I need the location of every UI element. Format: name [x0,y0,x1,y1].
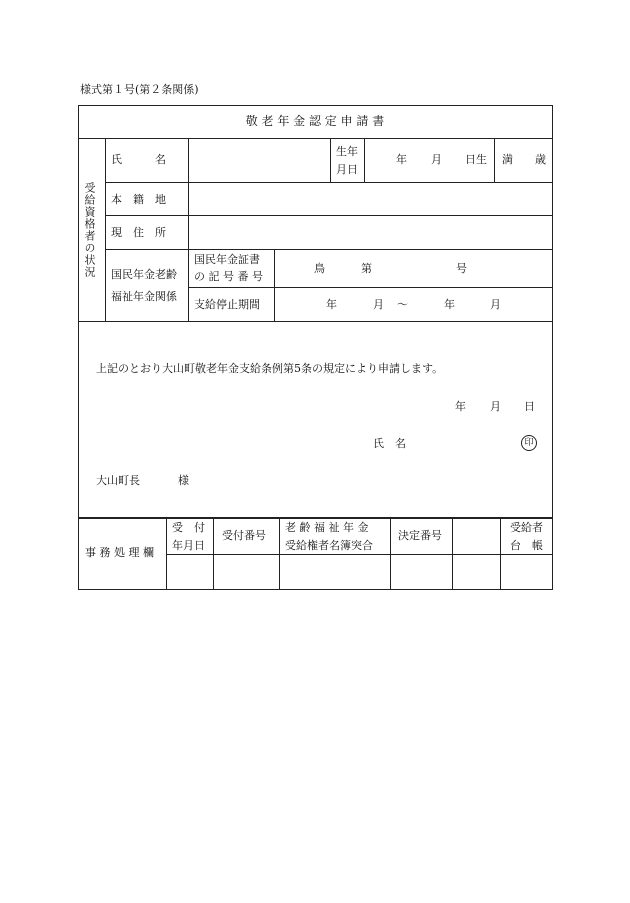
pension-relation-label-bottom: 福祉年金関係 [111,290,177,303]
certificate-middle: 第 [361,262,372,275]
reception-number-label: 受付番号 [222,529,266,542]
address-label: 現 住 所 [111,226,166,239]
address-input[interactable] [189,216,551,248]
domicile-label: 本 籍 地 [111,193,166,206]
certificate-label-top: 国民年金証書 [194,253,260,266]
reception-date-label-bottom: 年月日 [172,539,205,552]
certificate-prefix: 鳥 [314,262,325,275]
age-suffix: 歳 [535,153,546,166]
suspension-month-end: 月 [490,298,501,311]
name-input[interactable] [189,139,329,181]
date-month-unit: 月 [490,400,501,413]
date-day-unit: 日 [524,400,535,413]
suspension-tilde: ～ [397,298,408,311]
signer-name-label: 氏 名 [373,437,406,450]
certificate-suffix: 号 [456,262,467,275]
declaration-statement: 上記のとおり大山町敬老年金支給条例第5条の規定により申請します。 [96,362,444,375]
form-number-label: 様式第１号(第２条関係) [80,83,199,96]
addressee-honorific: 様 [178,474,189,487]
section-label-divider [105,138,106,321]
registry-check-cell[interactable] [280,555,389,588]
domicile-input[interactable] [189,183,551,214]
birth-label-bottom: 月日 [336,163,358,176]
suspension-year-end: 年 [444,298,455,311]
birth-day-unit: 日生 [465,153,487,166]
table-border-top [78,105,552,106]
suspension-label: 支給停止期間 [194,298,260,311]
name-label: 氏 名 [111,153,166,166]
pension-relation-label-top: 国民年金老齢 [111,268,177,281]
suspension-period-input[interactable] [275,288,551,320]
reception-date-label-top: 受 付 [172,521,205,534]
addressee-label: 大山町長 [96,474,140,487]
age-cell-left [494,138,495,182]
office-section-label: 事 務 処 理 欄 [85,546,154,559]
decision-number-cell[interactable] [391,555,451,588]
reception-date-cell[interactable] [167,555,212,588]
date-year-unit: 年 [455,400,466,413]
ledger-label-top: 受給者 [510,521,543,534]
birth-year-unit: 年 [396,153,407,166]
table-border-bottom [78,589,553,590]
ledger-cell[interactable] [501,555,551,588]
reception-number-cell[interactable] [214,555,278,588]
registry-check-label-top: 老 齢 福 祉 年 金 [285,521,369,534]
applicant-section-label: 受給資格者の状況 [83,182,96,278]
form-title: 敬 老 年 金 認 定 申 請 書 [245,114,385,128]
birth-label-left [330,138,331,182]
registry-check-label-bottom: 受給権者名簿突合 [285,539,373,552]
suspension-year-start: 年 [326,298,337,311]
blank-office-cell[interactable] [453,518,499,588]
certificate-label-bottom: の 記 号 番 号 [194,270,263,283]
suspension-month-start: 月 [373,298,384,311]
birth-month-unit: 月 [431,153,442,166]
birth-label-top: 生年 [336,145,358,158]
seal-mark-icon: 印 [521,435,537,451]
age-prefix: 満 [502,153,513,166]
applicant-block-bottom [78,321,552,322]
signer-name-input[interactable] [410,432,518,452]
ledger-label-bottom: 台 帳 [510,539,543,552]
decision-number-label: 決定番号 [398,529,442,542]
